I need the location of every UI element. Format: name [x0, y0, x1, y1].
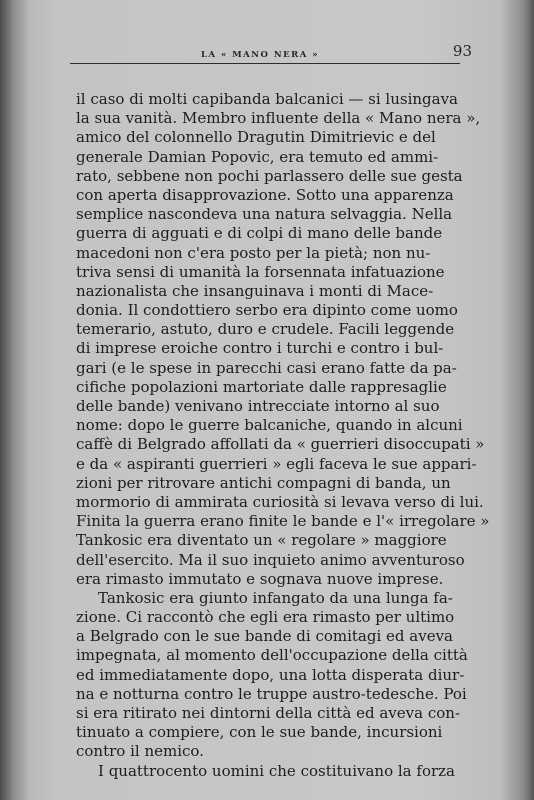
text-line: generale Damian Popovic, era temuto ed ammi-	[76, 147, 439, 166]
body-text	[76, 90, 490, 781]
text-line: temerario, astuto, duro e crudele. Facili leggende	[76, 320, 455, 339]
text-line: delle bande) venivano intrecciate intorno al suo	[76, 397, 440, 415]
header-rule	[70, 63, 460, 64]
text-line: rato, sebbene non pochi parlassero delle sue gesta	[76, 166, 463, 185]
text-line: Finita la guerra erano finite le bande e l'« irregolare »	[76, 512, 490, 531]
text-line: e da « aspiranti guerrieri » egli faceva le sue appari-	[76, 454, 477, 473]
text-line: di imprese eroiche contro i turchi e contro i bul-	[76, 339, 444, 358]
text-line: ed immediatamente dopo, una lotta disperata diur-	[76, 665, 465, 684]
text-line: si era ritirato nei dintorni della città ed aveva con-	[76, 704, 461, 722]
text-line: amico del colonnello Dragutin Dimitrievic e del	[76, 128, 436, 147]
text-line: Tankosic era diventato un « regolare » maggiore	[76, 531, 447, 550]
running-title: LA « MANO NERA »	[200, 50, 320, 60]
text-line: semplice nascondeva una natura selvaggia. Nella	[76, 205, 453, 224]
text-line: donia. Il condottiero serbo era dipinto come uomo	[76, 301, 458, 320]
text-line: mormorio di ammirata curiosità si levava verso di lui.	[76, 492, 484, 511]
text-line: Tankosic era giunto infangato da una lunga fa-	[98, 588, 453, 607]
text-line: caffè di Belgrado affollati da « guerrieri disoccupati »	[76, 435, 485, 454]
text-line: cifiche popolazioni martoriate dalle rappresaglie	[76, 377, 447, 396]
text-line: il caso di molti capibanda balcanici — si lusingava	[76, 90, 458, 108]
text-line: na e notturna contro le truppe austro-tedesche. Poi	[76, 684, 467, 703]
text-line: impegnata, al momento dell'occupazione della città	[76, 646, 468, 665]
text-line: guerra di agguati e di colpi di mano delle bande	[76, 224, 443, 243]
text-line: contro il nemico.	[76, 742, 204, 761]
text-line: triva sensi di umanità la forsennata infatuazione	[76, 262, 445, 281]
text-line: era rimasto immutato e sognava nuove imprese.	[76, 569, 444, 588]
text-line: la sua vanità. Membro influente della « Mano nera »,	[76, 109, 481, 128]
text-line: a Belgrado con le sue bande di comitagi ed aveva	[76, 627, 453, 646]
text-line: nome: dopo le guerre balcaniche, quando in alcuni	[76, 416, 463, 435]
text-line: dell'esercito. Ma il suo inquieto animo avventuroso	[76, 550, 465, 569]
text-line: nazionalista che insanguinava i monti di Mace-	[76, 281, 434, 300]
text-line: zioni per ritrovare antichi compagni di banda, un	[76, 473, 451, 492]
text-line: gari (e le spese in parecchi casi erano fatte da pa-	[76, 358, 457, 377]
text-line: con aperta disapprovazione. Sotto una apparenza	[76, 185, 454, 204]
text-line: tinuato a compiere, con le sue bande, incursioni	[76, 723, 443, 742]
text-line: zione. Ci raccontò che egli era rimasto per ultimo	[76, 608, 455, 627]
text-line: macedoni non c'era posto per la pietà; non nu-	[76, 243, 431, 262]
text-line: I quattrocento uomini che costituivano la forza	[98, 761, 455, 780]
page-number: 93	[452, 42, 472, 60]
page-header	[60, 40, 472, 62]
